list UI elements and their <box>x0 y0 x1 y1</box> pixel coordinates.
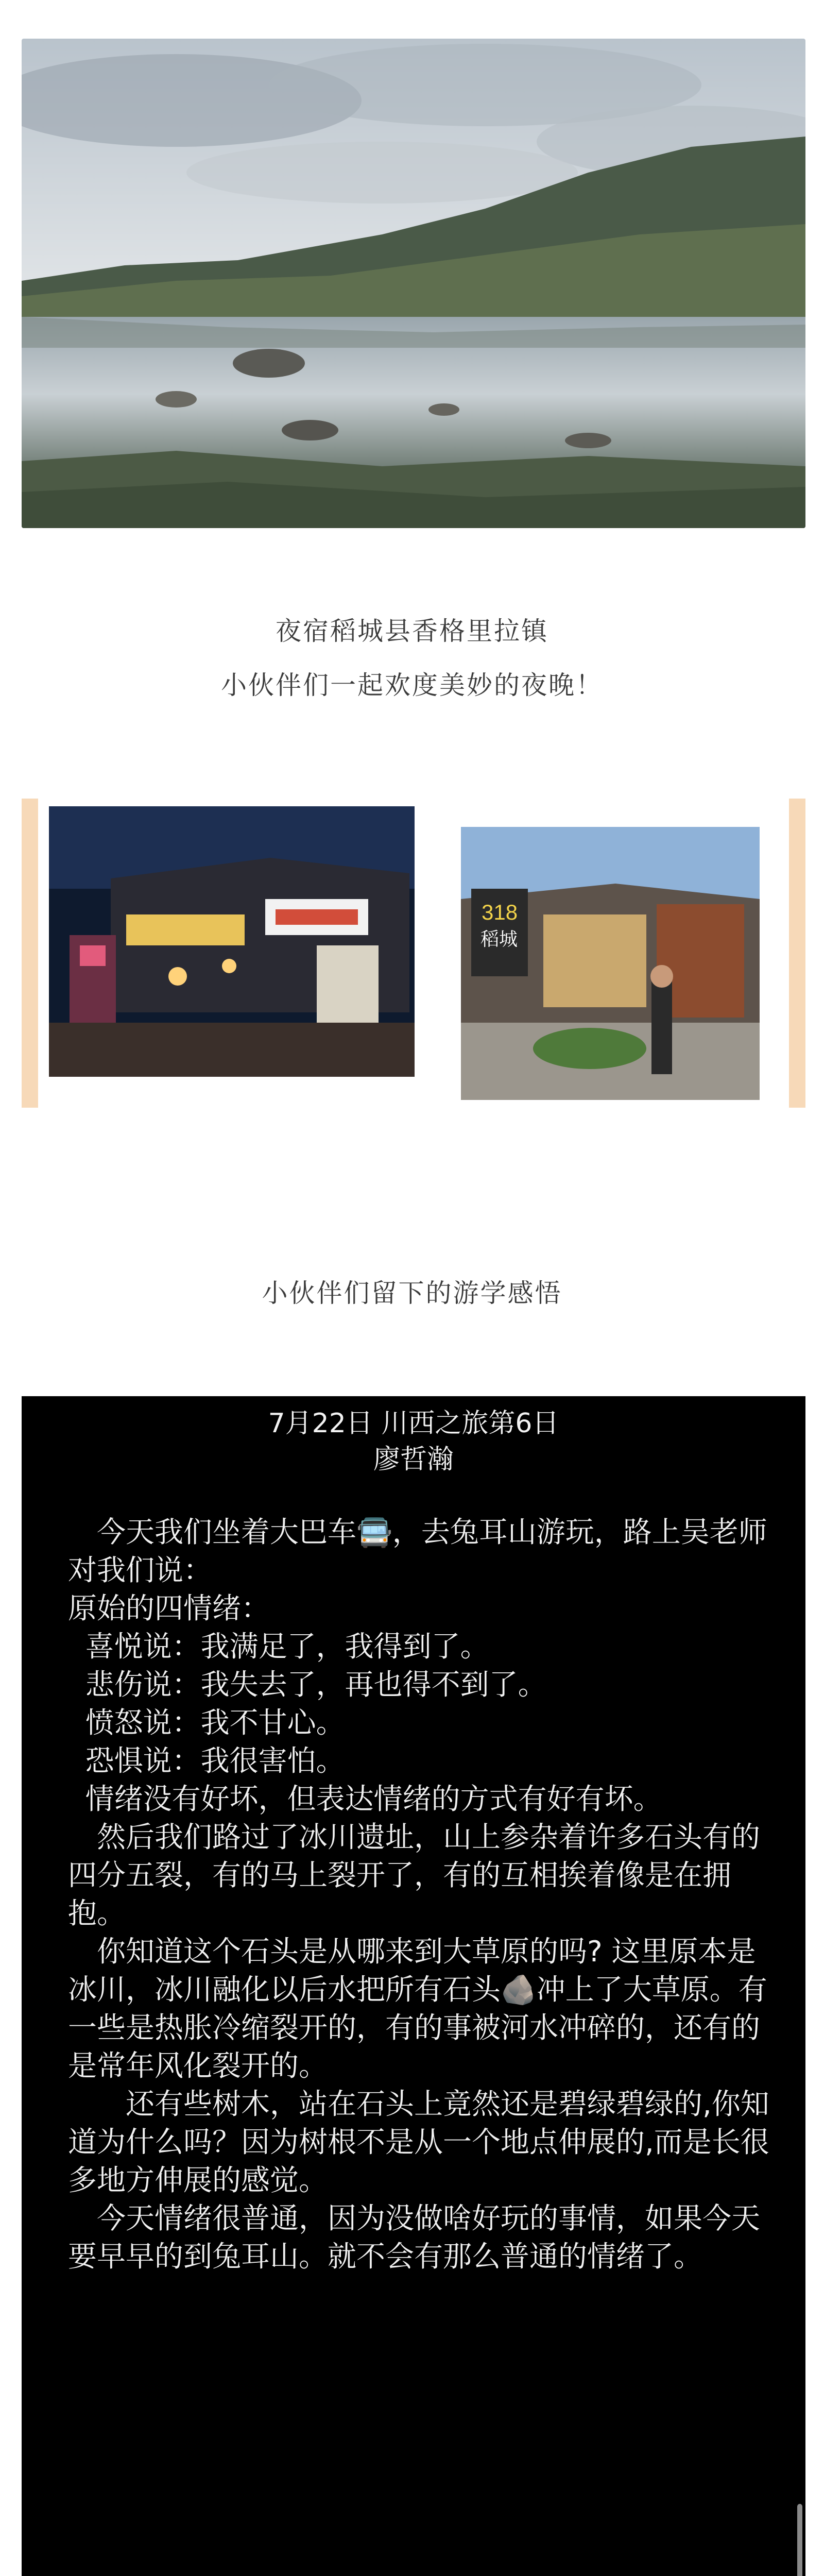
note-paragraph: 情绪没有好坏，但表达情绪的方式有好有坏。 <box>85 1783 662 1816</box>
note-paragraph: 然后我们路过了冰川遗址，山上参杂着许多石头有的四分五裂，有的马上裂开了，有的互相挨着像是在拥抱。 <box>68 1821 760 1930</box>
town-street-photo <box>461 827 760 1100</box>
note-paragraph: 喜悦说：我满足了，我得到了。 <box>85 1630 489 1664</box>
decor-strip-left <box>22 799 38 1108</box>
town-street-icon <box>461 827 760 1100</box>
section-title: 小伙伴们留下的游学感悟 <box>262 1278 562 1308</box>
lake-mountain-icon <box>22 39 805 528</box>
note-paragraph: 恐惧说：我很害怕。 <box>85 1744 345 1778</box>
night-street-photo <box>49 806 415 1077</box>
note-paragraph: 还有些树木，站在石头上竟然还是碧绿碧绿的,你知道为什么吗？因为树根不是从一个地点伸展的,而是长很多地方伸展的感觉。 <box>68 2088 769 2197</box>
note-card-1 <box>22 1396 805 2576</box>
note-author: 廖哲瀚 <box>373 1444 454 1475</box>
svg-text:稻城: 稻城 <box>480 928 518 950</box>
note-paragraph: 悲伤说：我失去了，再也得不到了。 <box>85 1668 547 1702</box>
note-paragraph: 你知道这个石头是从哪来到大草原的吗? 这里原本是冰川，冰川融化以后水把所有石头🪨冲上了大草原。有一些是热胀冷缩裂开的，有的事被河水冲碎的，还有的是常年风化裂开的。 <box>68 1935 767 2083</box>
note-date-title: 7月22日 川西之旅第6日 <box>268 1408 559 1439</box>
note-paragraph: 今天我们坐着大巴车🚍，去兔耳山游玩，路上吴老师对我们说： <box>68 1516 767 1587</box>
scrollbar-thumb[interactable] <box>797 2504 802 2576</box>
caption-line-2: 小伙伴们一起欢度美妙的夜晚！ <box>221 670 603 700</box>
hero-lake-photo <box>22 39 805 528</box>
note-paragraph: 原始的四情绪： <box>68 1592 270 1625</box>
note-paragraph: 愤怒说：我不甘心。 <box>85 1706 345 1740</box>
caption-line-1: 夜宿稻城县香格里拉镇 <box>276 616 548 646</box>
night-street-icon <box>49 806 415 1077</box>
decor-strip-right <box>789 799 805 1108</box>
note-paragraph: 今天情绪很普通，因为没做啥好玩的事情，如果今天要早早的到兔耳山。就不会有那么普通的情绪了。 <box>68 2202 760 2274</box>
svg-text:318: 318 <box>482 900 518 924</box>
